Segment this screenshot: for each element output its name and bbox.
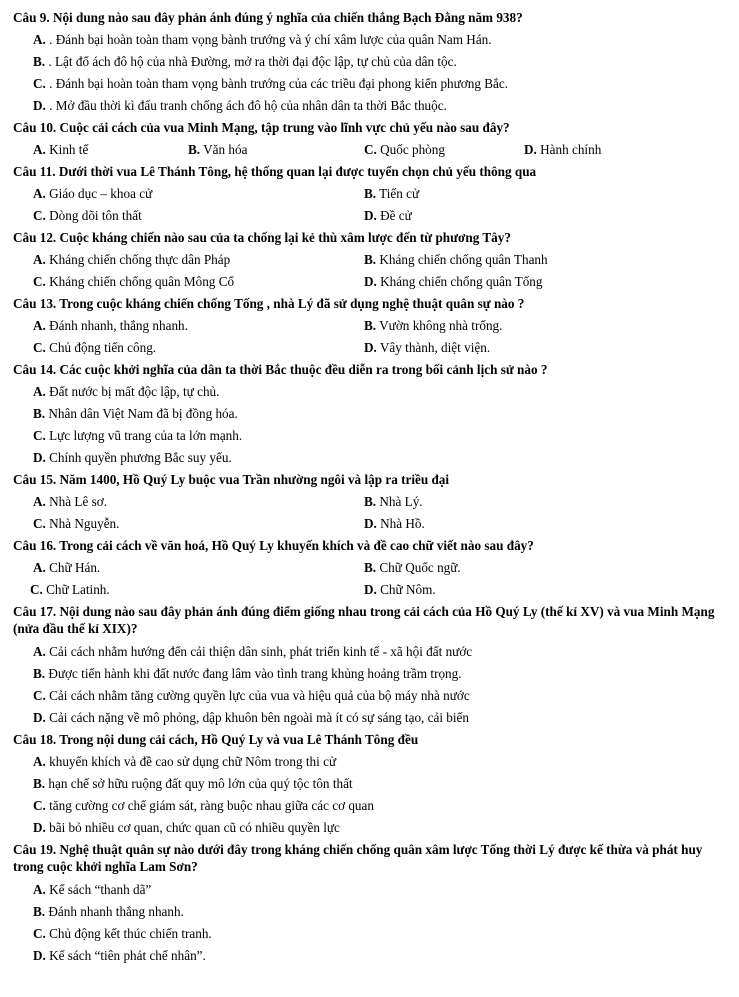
option-d: D. . Mở đầu thời kì đấu tranh chống ách đô hộ của nhân dân ta thời Bắc thuộc. — [33, 98, 447, 113]
question-11: Câu 11. Dưới thời vua Lê Thánh Tông, hệ thống quan lại được tuyển chọn chủ yếu thông qua — [13, 164, 537, 179]
option-b: B. Nhân dân Việt Nam đã bị đồng hóa. — [33, 406, 238, 421]
option-c: C. Lực lượng vũ trang của ta lớn mạnh. — [33, 428, 243, 443]
option-b: B. . Lật đổ ách đô hộ của nhà Đường, mở ra thời đại độc lập, tự chủ của dân tộc. — [33, 54, 457, 69]
option-c: C. Kháng chiến chống quân Mông Cổ — [33, 274, 235, 289]
option-a: A. Đánh nhanh, thắng nhanh. — [33, 318, 188, 333]
option-c: C. Quốc phòng — [364, 142, 445, 157]
option-d: D. Chính quyền phương Bắc suy yếu. — [33, 450, 232, 465]
question-13: Câu 13. Trong cuộc kháng chiến chống Tống , nhà Lý đã sử dụng nghệ thuật quân sự nào ? — [13, 296, 525, 311]
option-d: D. Cải cách nặng về mô phỏng, dập khuôn bên ngoài mà ít có sự sáng tạo, cải biến — [33, 710, 470, 725]
option-d: D. Kháng chiến chống quân Tống — [364, 274, 543, 289]
option-d: D. Kế sách “tiên phát chế nhân”. — [33, 948, 206, 963]
option-b: B. Chữ Quốc ngữ. — [364, 560, 461, 575]
option-d: D. Đề cử — [364, 208, 412, 223]
option-b: B. Nhà Lý. — [364, 494, 423, 509]
option-c: C. Chữ Latinh. — [30, 582, 110, 597]
option-b: B. Được tiến hành khi đất nước đang lâm vào tình trang khủng hoảng trầm trọng. — [33, 666, 462, 681]
question-10: Câu 10. Cuộc cải cách của vua Minh Mạng, tập trung vào lĩnh vực chủ yếu nào sau đây? — [13, 120, 510, 135]
option-b: B. Đánh nhanh thắng nhanh. — [33, 904, 184, 919]
option-a: A. Kháng chiến chống thực dân Pháp — [33, 252, 231, 267]
option-b: B. hạn chế sở hữu ruộng đất quy mô lớn của quý tộc tôn thất — [33, 776, 353, 791]
option-a: A. khuyến khích và đề cao sử dụng chữ Nôm trong thi cử — [33, 754, 337, 769]
option-b: B. Kháng chiến chống quân Thanh — [364, 252, 548, 267]
question-9: Câu 9. Nội dung nào sau đây phản ánh đúng ý nghĩa của chiến thắng Bạch Đằng năm 938? — [13, 10, 523, 25]
question-18: Câu 18. Trong nội dung cải cách, Hồ Quý Ly và vua Lê Thánh Tông đều — [13, 732, 419, 747]
option-c: C. tăng cường cơ chế giám sát, ràng buộc nhau giữa các cơ quan — [33, 798, 374, 813]
option-c: C. Nhà Nguyễn. — [33, 516, 120, 531]
option-a: A. Nhà Lê sơ. — [33, 494, 108, 509]
option-a: A. Cải cách nhằm hướng đến cải thiện dân sinh, phát triển kinh tế - xã hội đất nước — [33, 644, 473, 659]
option-c: C. Dòng dõi tôn thất — [33, 208, 142, 223]
option-c: C. Cải cách nhằm tăng cường quyền lực của vua và hiệu quả của bộ máy nhà nước — [33, 688, 470, 703]
option-a: A. Chữ Hán. — [33, 560, 101, 575]
option-d: D. Hành chính — [524, 142, 602, 157]
option-d: D. bãi bỏ nhiều cơ quan, chức quan cũ có nhiều quyền lực — [33, 820, 340, 835]
option-b: B. Văn hóa — [188, 142, 248, 157]
option-c: C. Chủ động kết thúc chiến tranh. — [33, 926, 212, 941]
question-16: Câu 16. Trong cải cách về văn hoá, Hồ Quý Ly khuyến khích và đề cao chữ viết nào sau đây? — [13, 538, 534, 553]
option-a: A. Kế sách “thanh dã” — [33, 882, 152, 897]
question-15: Câu 15. Năm 1400, Hồ Quý Ly buộc vua Trần nhường ngôi và lập ra triều đại — [13, 472, 450, 487]
option-d: D. Nhà Hồ. — [364, 516, 425, 531]
option-b: B. Vườn không nhà trống. — [364, 318, 503, 333]
option-a: A. Giáo dục – khoa cử — [33, 186, 153, 201]
option-b: B. Tiến cử — [364, 186, 420, 201]
option-c: C. . Đánh bại hoàn toàn tham vọng bành trướng của các triều đại phong kiến phương Bắc. — [33, 76, 509, 91]
option-a: A. Đất nước bị mất độc lập, tự chủ. — [33, 384, 220, 399]
option-c: C. Chủ động tiến công. — [33, 340, 157, 355]
question-19: Câu 19. Nghệ thuật quân sự nào dưới đây trong kháng chiến chống quân xâm lược Tống thời Lý được kế thừa và phát huy trong cuộc khởi nghĩa Lam Sơn? — [13, 842, 703, 874]
option-a: A. Kinh tế — [33, 142, 89, 157]
option-d: D. Vây thành, diệt viện. — [364, 340, 491, 355]
question-17: Câu 17. Nội dung nào sau đây phản ánh đúng điểm giống nhau trong cải cách của Hồ Quý Ly (thế kỉ XV) và vua Minh Mạng (nửa đầu thế kỉ XIX)? — [13, 604, 715, 636]
option-d: D. Chữ Nôm. — [364, 582, 436, 597]
question-12: Câu 12. Cuộc kháng chiến nào sau của ta chống lại kẻ thù xâm lược đến từ phương Tây? — [13, 230, 511, 245]
option-a: A. . Đánh bại hoàn toàn tham vọng bành trướng và ý chí xâm lược của quân Nam Hán. — [33, 32, 492, 47]
question-14: Câu 14. Các cuộc khởi nghĩa của dân ta thời Bắc thuộc đều diễn ra trong bối cảnh lịch sử nào ? — [13, 362, 548, 377]
